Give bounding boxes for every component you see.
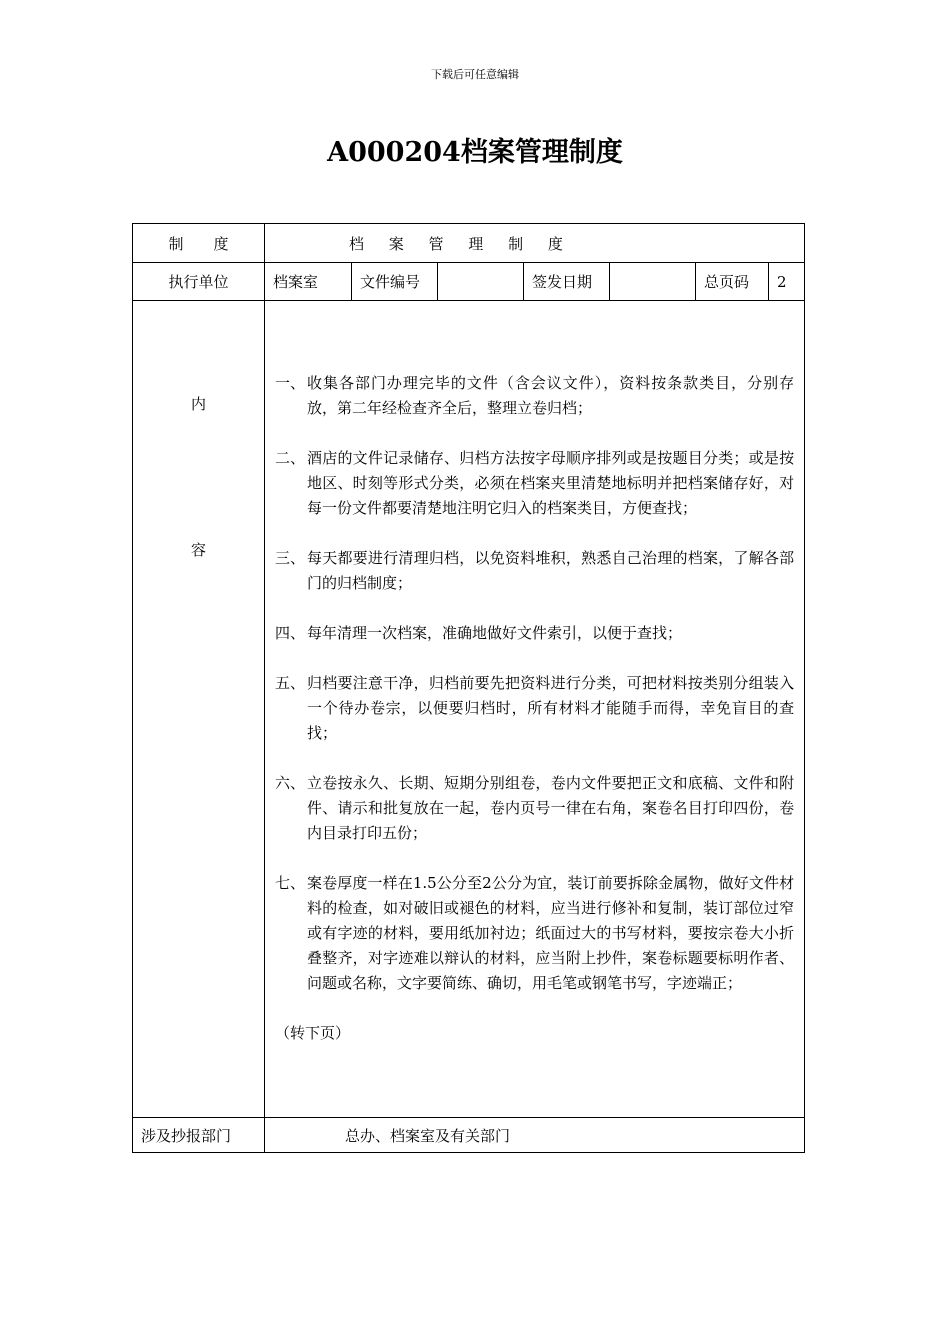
- item-text: 立卷按永久、长期、短期分别组卷，卷内文件要把正文和底稿、文件和附件、请示和批复放在一起，卷内页号一律在右角，案卷名目打印四份，卷内目录打印五份；: [307, 774, 795, 842]
- list-item: [275, 546, 794, 596]
- total-pages-value: 2: [769, 263, 805, 301]
- list-item: [275, 621, 794, 646]
- file-number-label: 文件编号: [352, 263, 438, 301]
- item-number: 三、: [275, 549, 306, 567]
- item-text: 收集各部门办理完毕的文件（含会议文件），资料按条款类目，分别存放，第二年经检查齐全后，整理立卷归档；: [307, 374, 795, 417]
- regulation-label: 制 度: [133, 224, 265, 263]
- content-row: [133, 301, 805, 1118]
- regulation-name: 档 案 管 理 制 度: [349, 234, 573, 253]
- list-item: [275, 771, 794, 846]
- item-number: 六、: [275, 774, 306, 792]
- content-body: [265, 301, 804, 1066]
- item-number: 七、: [275, 874, 306, 892]
- content-label-cell: [133, 301, 265, 1118]
- item-text: 酒店的文件记录储存、归档方法按字母顺序排列或是按题目分类；或是按地区、时刻等形式分类，必须在档案夹里清楚地标明并把档案储存好，对每一份文件都要清楚地注明它归入的档案类目，方便查找；: [307, 449, 795, 517]
- cc-departments-value: 总办、档案室及有关部门: [345, 1126, 511, 1145]
- document-title: A000204档案管理制度: [327, 137, 623, 168]
- list-item: [275, 871, 794, 996]
- regulation-value: [265, 224, 805, 263]
- item-number: 二、: [275, 449, 306, 467]
- continue-note: （转下页）: [275, 1024, 351, 1042]
- item-number: 一、: [275, 374, 306, 392]
- list-item: [275, 446, 794, 521]
- file-number-value: [438, 263, 524, 301]
- regulation-row: [133, 224, 805, 263]
- issue-date-label: 签发日期: [524, 263, 610, 301]
- item-text: 归档要注意干净，归档前要先把资料进行分类，可把材料按类别分组装入一个待办卷宗，以便要归档时，所有材料才能随手而得，幸免盲目的查找；: [307, 674, 795, 742]
- item-text: 每年清理一次档案，准确地做好文件索引，以便于查找；: [307, 624, 683, 642]
- item-number: 五、: [275, 674, 306, 692]
- total-pages-label: 总页码: [696, 263, 769, 301]
- executing-unit-value: 档案室: [265, 263, 352, 301]
- header-note: 下载后可任意编辑: [431, 68, 519, 81]
- cc-departments-cell: [265, 1118, 805, 1153]
- item-text: 每天都要进行清理归档，以免资料堆积，熟悉自己治理的档案，了解各部门的归档制度；: [307, 549, 795, 592]
- item-number: 四、: [275, 624, 306, 642]
- cc-departments-row: [133, 1118, 805, 1153]
- regulation-form-table: [132, 223, 805, 1153]
- content-label-bottom: 容: [190, 541, 206, 559]
- content-body-cell: [265, 301, 805, 1118]
- content-label-top: 内: [190, 395, 206, 413]
- item-text: 案卷厚度一样在1.5公分至2公分为宜，装订前要拆除金属物，做好文件材料的检查，如对破旧或褪色的材料，应当进行修补和复制，装订部位过窄或有字迹的材料，要用纸加衬边；纸面过大的书写材料，要按宗卷大小折叠整齐，对字迹难以辩认的材料，应当附上抄件，案卷标题要标明作者、问题或名称，文字要简练、确切，用毛笔或钢笔书写，字迹端正；: [307, 874, 795, 992]
- info-row: [133, 263, 805, 301]
- cc-departments-label: 涉及抄报部门: [133, 1118, 265, 1153]
- list-item: [275, 371, 794, 421]
- issue-date-value: [610, 263, 696, 301]
- list-item: [275, 671, 794, 746]
- executing-unit-label: 执行单位: [133, 263, 265, 301]
